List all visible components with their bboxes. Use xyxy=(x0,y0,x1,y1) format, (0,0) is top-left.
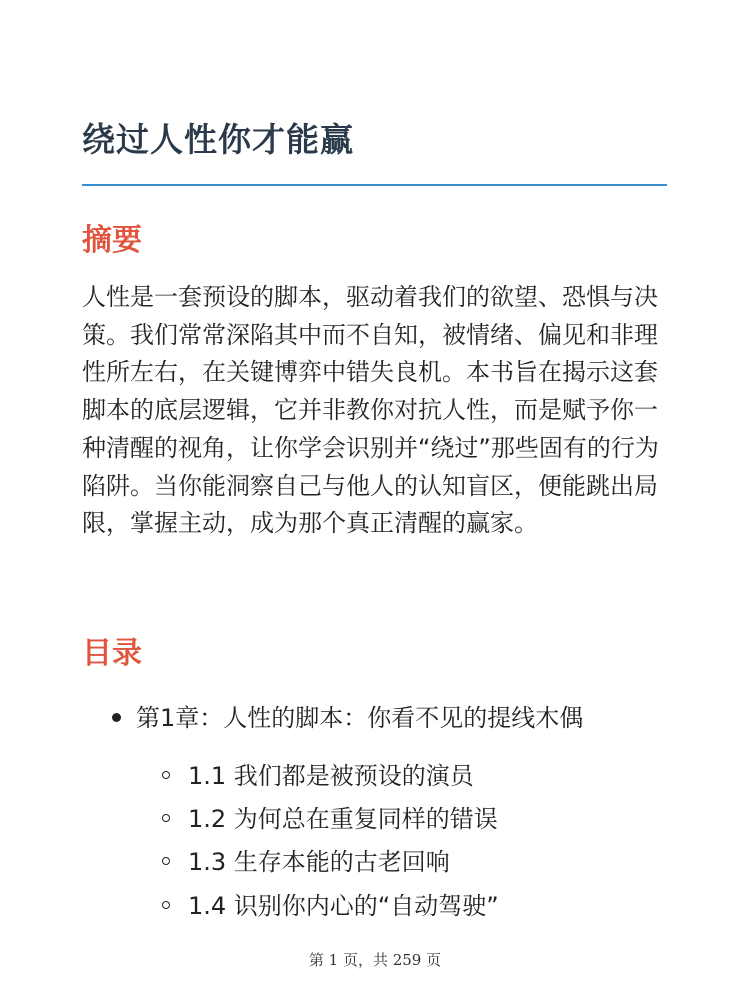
summary-heading: 摘要 xyxy=(82,223,142,258)
page-indicator: 第 1 页，共 259 页 xyxy=(308,951,442,969)
bullet-icon xyxy=(112,713,121,722)
toc-chapter-1[interactable]: 第1章：人性的脚本：你看不见的提线木偶 xyxy=(136,704,584,732)
toc-item-label: 1.3 生存本能的古老回响 xyxy=(188,848,450,876)
summary-paragraph: 人性是一套预设的脚本，驱动着我们的欲望、恐惧与决策。我们常常深陷其中而不自知，被情绪、偏见和非理性所左右，在关键博弈中错失良机。本书旨在揭示这套脚本的底层逻辑，它并非教你对抗人性，而是赋予你一种清醒的视角，让你学会识别并“绕过”那些固有的行为陷阱。当你能洞察自己与他人的认知盲区，便能跳出局限，掌握主动，成为那个真正清醒的赢家。 xyxy=(82,283,659,538)
hollow-bullet-icon xyxy=(162,857,170,865)
toc-item-label: 1.2 为何总在重复同样的错误 xyxy=(188,805,498,833)
toc-item-label: 1.4 识别你内心的“自动驾驶” xyxy=(188,892,499,920)
hollow-bullet-icon xyxy=(162,814,170,822)
hollow-bullet-icon xyxy=(162,901,170,909)
toc-item-label: 1.1 我们都是被预设的演员 xyxy=(188,762,474,790)
document-title: 绕过人性你才能赢 xyxy=(82,120,354,159)
title-divider xyxy=(82,184,667,186)
toc-heading: 目录 xyxy=(82,636,142,671)
hollow-bullet-icon xyxy=(162,771,170,779)
